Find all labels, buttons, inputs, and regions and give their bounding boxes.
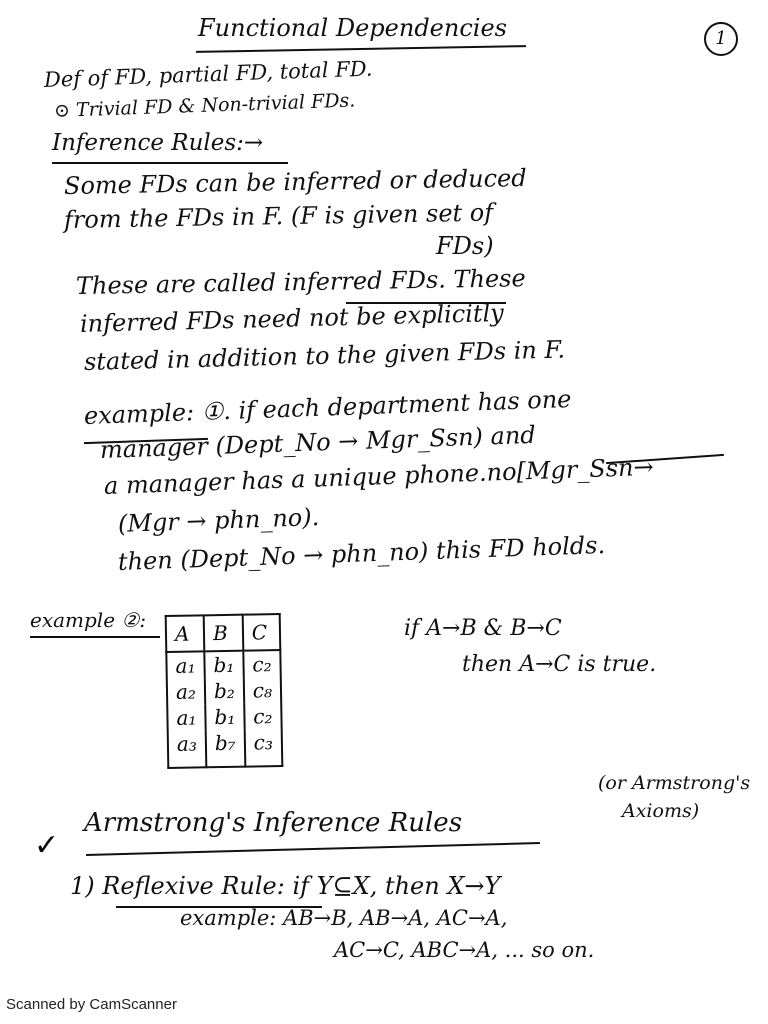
table-row — [168, 729, 283, 768]
table-cell: a₂ — [167, 678, 205, 705]
table-cell: b₁ — [204, 651, 243, 679]
table-cell: c₈ — [244, 677, 282, 704]
page-number: 1 — [704, 22, 738, 56]
intro-line-2: ⊙ Trivial FD & Non-trivial FDs. — [53, 89, 356, 122]
table-cell: c₂ — [244, 703, 282, 730]
para2-line-3: stated in addition to the given FDs in F. — [83, 335, 566, 376]
table-row — [166, 650, 280, 679]
transitivity-line-1: if A→B & B→C — [404, 616, 562, 641]
armstrong-alt-line-2: Axioms) — [622, 800, 700, 822]
example2-label: example ②: — [30, 608, 147, 632]
example1-line-5: then (Dept_No → phn_no) this FD holds. — [117, 531, 606, 576]
example1-line-4: (Mgr → phn_no). — [117, 502, 320, 538]
table-cell: b₂ — [205, 678, 244, 705]
table-cell: c₂ — [243, 650, 281, 678]
page-title: Functional Dependencies — [198, 14, 507, 42]
table-row — [167, 677, 281, 705]
check-mark-icon: ✓ — [34, 828, 60, 863]
table-cell: a₃ — [168, 730, 207, 768]
table-row — [167, 703, 281, 731]
example2-underline — [30, 636, 160, 638]
table-header-row — [166, 614, 281, 652]
table-cell: b₇ — [206, 730, 245, 768]
reflexive-rule: 1) Reflexive Rule: if Y⊆X, then X→Y — [70, 872, 501, 900]
reflexive-example-line-2: AC→C, ABC→A, ... so on. — [334, 938, 595, 962]
table-header-cell: B — [204, 615, 243, 652]
table-cell: a₁ — [167, 704, 205, 731]
armstrong-underline — [86, 842, 540, 856]
table-cell: b₁ — [205, 704, 244, 731]
armstrong-alt-line-1: (or Armstrong's — [598, 772, 751, 794]
example1-line-3: a manager has a unique phone.no[Mgr_Ssn→ — [103, 452, 655, 500]
table-header-cell: A — [166, 615, 205, 652]
example1-line-2: manager (Dept_No → Mgr_Ssn) and — [99, 420, 537, 464]
transitivity-line-2: then A→C is true. — [462, 652, 657, 677]
intro-line-1: Def of FD, partial FD, total FD. — [43, 56, 373, 92]
para2-line-1: These are called inferred FDs. These — [75, 264, 526, 300]
inference-rules-heading: Inference Rules:→ — [52, 130, 264, 156]
reflexive-example-line-1: example: AB→B, AB→A, AC→A, — [180, 906, 508, 930]
para1-line-1: Some FDs can be inferred or deduced — [63, 163, 527, 200]
relation-table — [165, 613, 284, 769]
table-header-cell: C — [242, 614, 280, 651]
scanner-watermark: Scanned by CamScanner — [6, 996, 177, 1013]
table-cell: c₃ — [244, 729, 282, 767]
inference-heading-underline — [52, 162, 288, 164]
para1-line-3: FDs) — [436, 232, 494, 260]
table-cell: a₁ — [166, 651, 204, 679]
para2-line-2: inferred FDs need not be explicitly — [79, 298, 505, 338]
example1-line-1: example: ①. if each department has one — [83, 384, 572, 430]
title-underline — [196, 45, 526, 53]
para1-line-2: from the FDs in F. (F is given set of — [63, 198, 494, 234]
armstrong-heading: Armstrong's Inference Rules — [84, 808, 463, 838]
